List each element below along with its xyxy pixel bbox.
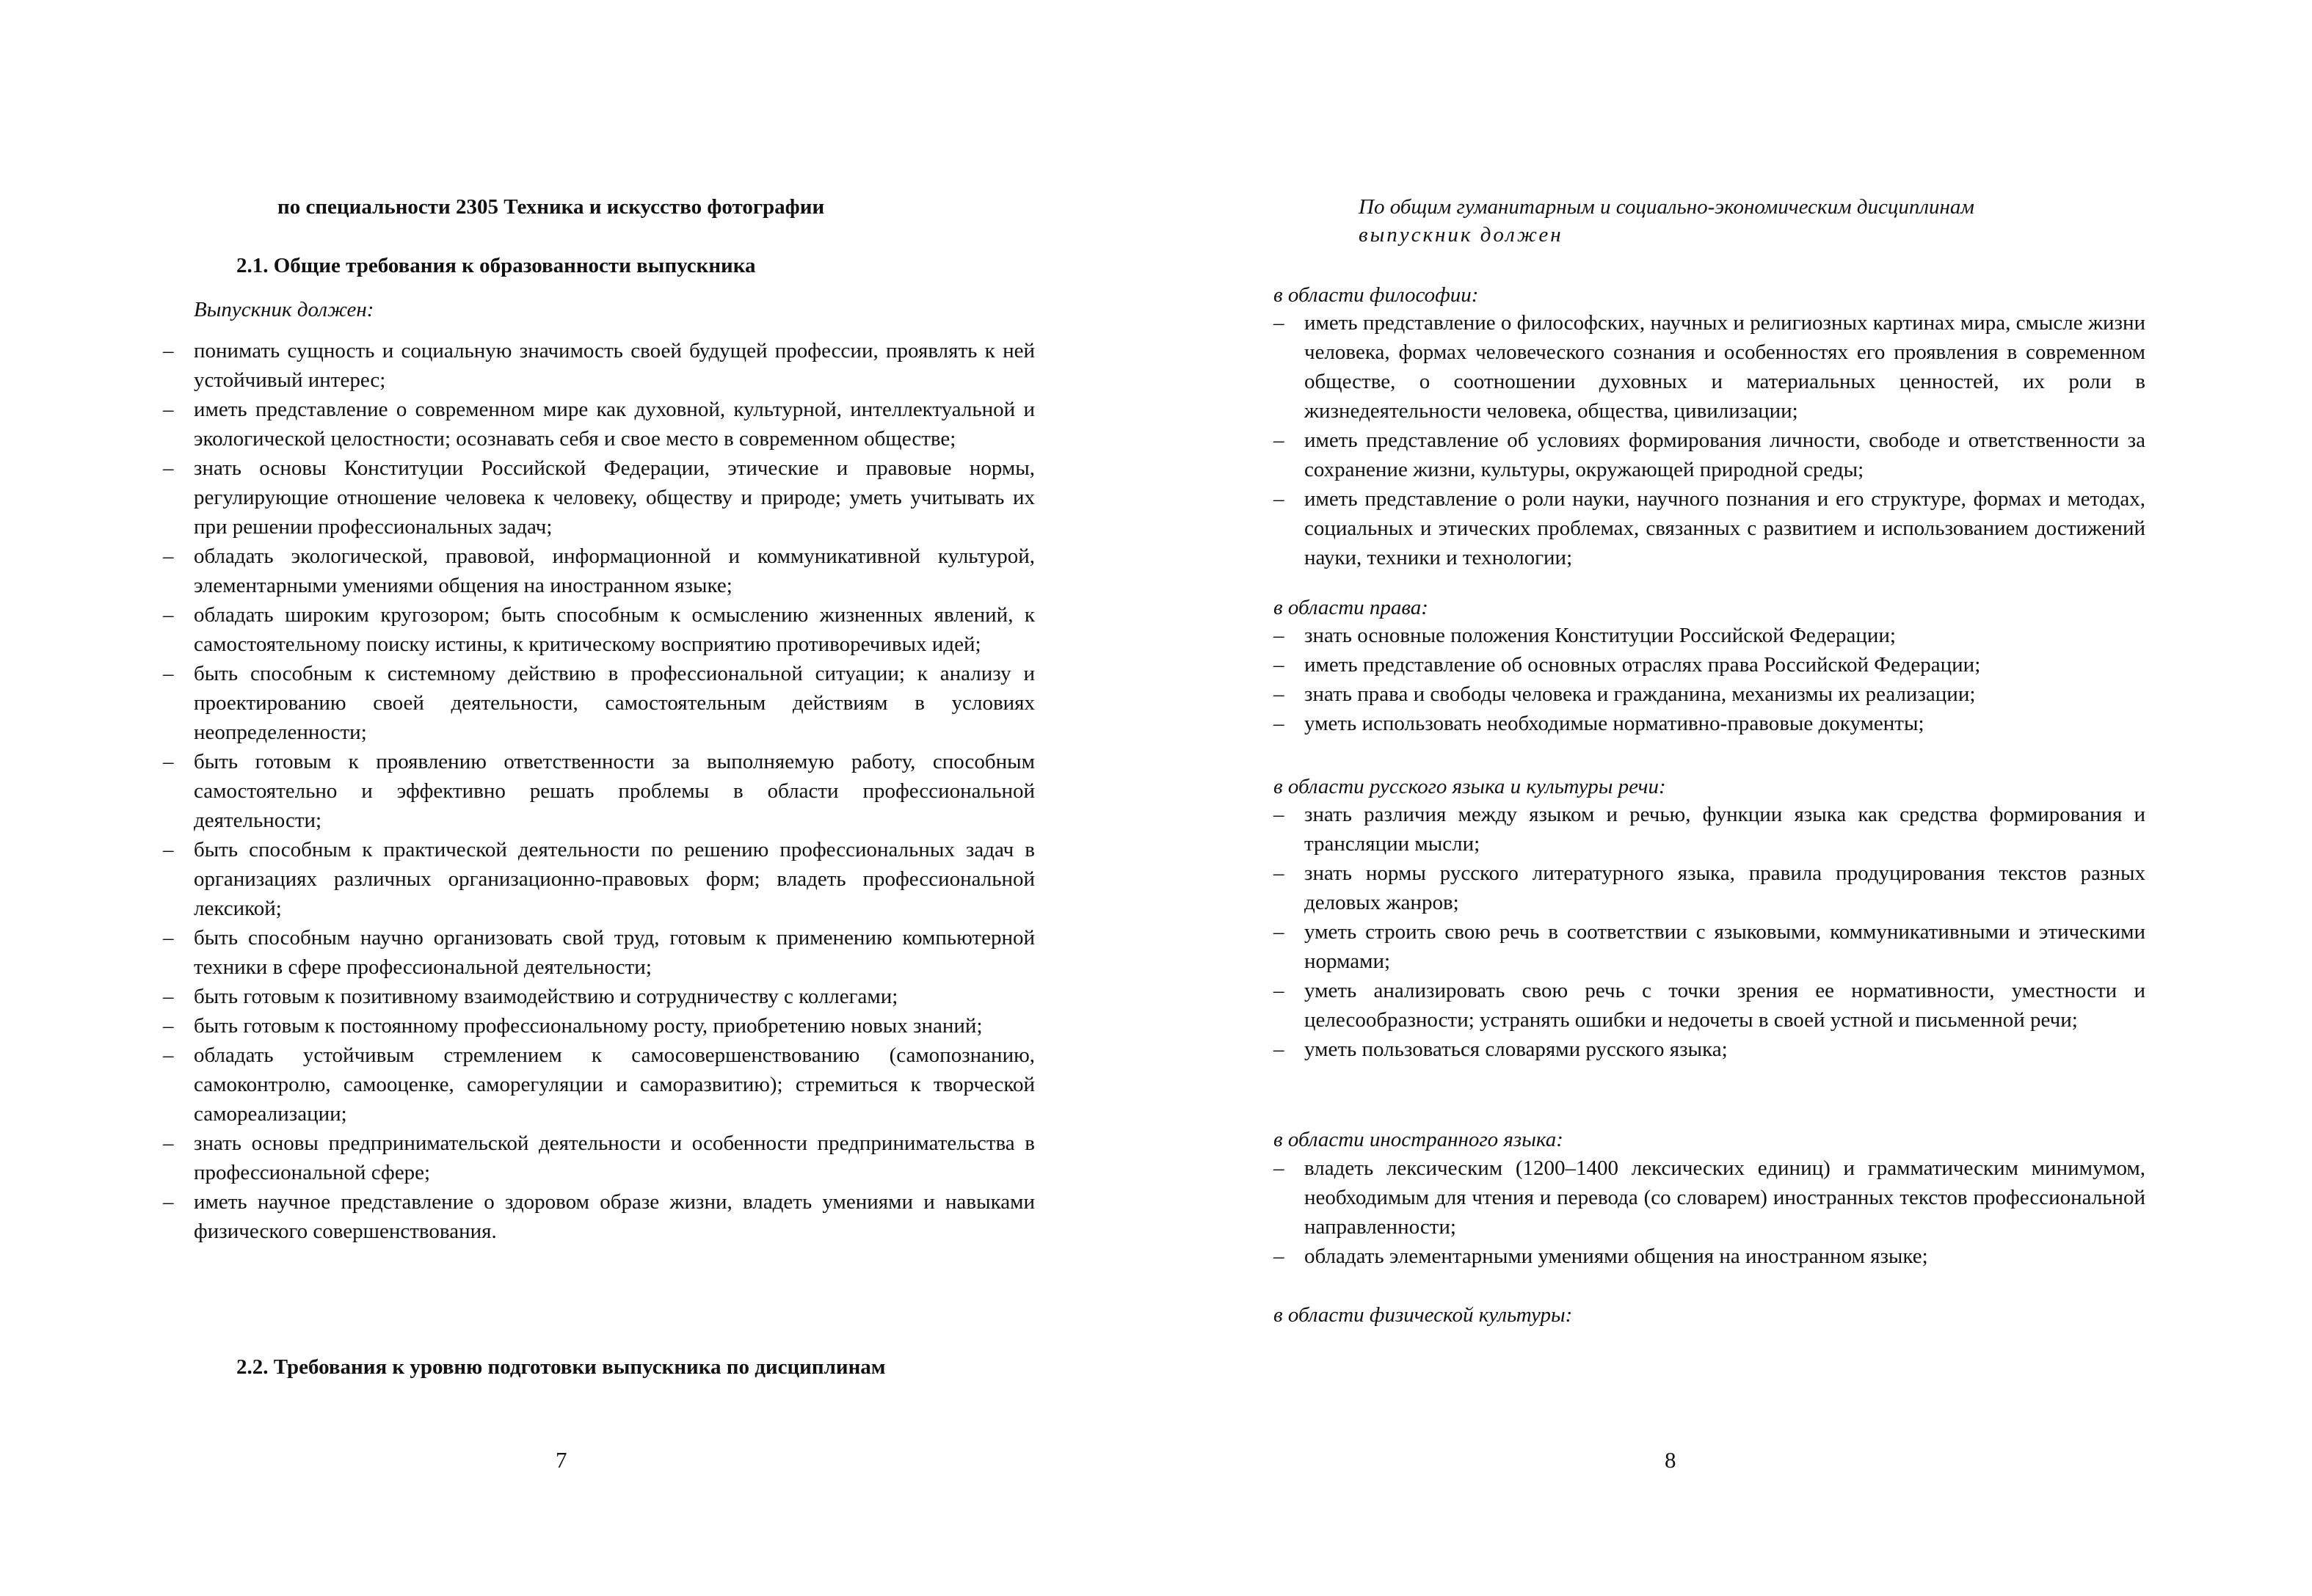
list-item xyxy=(163,1129,1035,1187)
dash-bullet-icon: – xyxy=(163,339,174,362)
list-item-text: быть способным к системному действию в профессиональной ситуации; к анализу и проектированию своей деятельности, самостоятельным действиям в условиях неопределенности; xyxy=(194,662,1035,744)
list-item xyxy=(163,453,1035,542)
dash-bullet-icon: – xyxy=(1273,624,1284,647)
page-right xyxy=(1156,0,2312,1596)
dash-bullet-icon: – xyxy=(163,838,174,861)
dash-bullet-icon: – xyxy=(163,926,174,950)
list-item-text: знать основные положения Конституции Российской Федерации; xyxy=(1304,624,1896,647)
foreign-language-list xyxy=(1273,1154,2145,1271)
list-item-text: быть готовым к постоянному профессиональному росту, приобретению новых знаний; xyxy=(194,1014,983,1038)
section-2-1-title: 2.1. Общие требования к образованности выпускника xyxy=(236,254,756,277)
dash-bullet-icon: – xyxy=(1273,682,1284,706)
list-item xyxy=(163,982,1035,1011)
section-philosophy-title: в области философии: xyxy=(1273,283,1479,307)
dash-bullet-icon: – xyxy=(1273,920,1284,944)
list-item xyxy=(1273,308,2145,426)
dash-bullet-icon: – xyxy=(1273,712,1284,735)
list-item xyxy=(163,835,1035,923)
list-item-text: знать основы предпринимательской деятельности и особенности предпринимательства в профессиональной сфере; xyxy=(194,1132,1035,1184)
dash-bullet-icon: – xyxy=(163,544,174,568)
list-item-text: владеть лексическим (1200–1400 лексических единиц) и грамматическим минимумом, необходимым для чтения и перевода (со словарем) иностранных текстов профессиональной направленности; xyxy=(1304,1156,2145,1239)
list-item xyxy=(1273,426,2145,484)
list-item xyxy=(1273,859,2145,917)
list-item-text: иметь представление о философских, научных и религиозных картинах мира, смысле жизни человека, формах человеческого сознания и особенностях его проявления в современном обществе, о соотношении духовных и материальных ценностей, их роли в жизнедеятельности человека, общества, цивилизации; xyxy=(1304,311,2145,423)
list-item-text: уметь анализировать свою речь с точки зрения ее нормативности, уместности и целесообразности; устранять ошибки и недочеты в своей устной и письменной речи; xyxy=(1304,979,2145,1032)
list-item-text: иметь представление о современном мире как духовной, культурной, интеллектуальной и экологической целостности; осознавать себя и свое место в современном обществе; xyxy=(194,398,1035,451)
dash-bullet-icon: – xyxy=(1273,979,1284,1002)
list-item xyxy=(1273,679,2145,709)
list-item xyxy=(163,600,1035,659)
philosophy-list xyxy=(1273,308,2145,572)
list-item xyxy=(1273,1242,2145,1271)
list-item xyxy=(163,1011,1035,1041)
dash-bullet-icon: – xyxy=(163,603,174,627)
dash-bullet-icon: – xyxy=(1273,487,1284,511)
disciplines-heading-line2: выпускник должен xyxy=(1359,223,1563,247)
dash-bullet-icon: – xyxy=(1273,653,1284,677)
page-number: 7 xyxy=(556,1447,567,1473)
list-item xyxy=(1273,709,2145,738)
list-item-text: знать основы Конституции Российской Федерации, этические и правовые нормы, регулирующие отношение человека к человеку, обществу и природе; уметь учитывать их при решении профессиональных задач; xyxy=(194,456,1035,539)
dash-bullet-icon: – xyxy=(163,1132,174,1155)
russian-list xyxy=(1273,800,2145,1064)
list-item xyxy=(163,395,1035,453)
list-item xyxy=(163,659,1035,747)
list-item xyxy=(163,336,1035,395)
dash-bullet-icon: – xyxy=(163,750,174,773)
dash-bullet-icon: – xyxy=(163,1043,174,1067)
list-item xyxy=(1273,650,2145,679)
section-law-title: в области права: xyxy=(1273,596,1428,619)
list-item xyxy=(1273,976,2145,1035)
dash-bullet-icon: – xyxy=(1273,803,1284,826)
list-item-text: понимать сущность и социальную значимость своей будущей профессии, проявлять к ней устойчивый интерес; xyxy=(194,339,1035,392)
dash-bullet-icon: – xyxy=(163,1190,174,1214)
list-item xyxy=(163,923,1035,982)
dash-bullet-icon: – xyxy=(163,1014,174,1038)
list-item-text: уметь строить свою речь в соответствии с языковыми, коммуникативными и этическими нормами; xyxy=(1304,920,2145,973)
section-foreign-language-title: в области иностранного языка: xyxy=(1273,1128,1563,1151)
list-item-text: быть способным к практической деятельности по решению профессиональных задач в организациях различных организационно-правовых форм; владеть профессиональной лексикой; xyxy=(194,838,1035,920)
graduate-lead: Выпускник должен: xyxy=(194,298,374,321)
specialty-heading: по специальности 2305 Техника и искусство фотографии xyxy=(277,195,825,219)
list-item xyxy=(163,1187,1035,1246)
disciplines-heading-line1: По общим гуманитарным и социально-экономическим дисциплинам xyxy=(1359,195,1974,219)
dash-bullet-icon: – xyxy=(1273,1038,1284,1061)
dash-bullet-icon: – xyxy=(1273,311,1284,335)
list-item-text: иметь представление об условиях формирования личности, свободе и ответственности за сохранение жизни, культуры, окружающей природной среды; xyxy=(1304,429,2145,481)
dash-bullet-icon: – xyxy=(1273,1245,1284,1268)
list-item xyxy=(1273,1035,2145,1064)
list-item-text: иметь научное представление о здоровом образе жизни, владеть умениями и навыками физического совершенствования. xyxy=(194,1190,1035,1243)
list-item xyxy=(1273,484,2145,572)
list-item-text: уметь использовать необходимые нормативно-правовые документы; xyxy=(1304,712,1924,735)
list-item xyxy=(1273,1154,2145,1242)
section-physical-culture-title: в области физической культуры: xyxy=(1273,1303,1573,1327)
list-item-text: иметь представление о роли науки, научного познания и его структуре, формах и методах, социальных и этических проблемах, связанных с развитием и использованием достижений науки, техники и технологии; xyxy=(1304,487,2145,569)
requirements-list xyxy=(163,336,1035,1246)
dash-bullet-icon: – xyxy=(1273,1156,1284,1180)
list-item xyxy=(1273,917,2145,976)
list-item-text: уметь пользоваться словарями русского языка; xyxy=(1304,1038,1728,1061)
dash-bullet-icon: – xyxy=(163,985,174,1008)
section-2-2-title: 2.2. Требования к уровню подготовки выпускника по дисциплинам xyxy=(236,1355,886,1379)
list-item-text: быть готовым к проявлению ответственности за выполняемую работу, способным самостоятельно и эффективно решать проблемы в области профессиональной деятельности; xyxy=(194,750,1035,832)
list-item-text: знать различия между языком и речью, функции языка как средства формирования и трансляции мысли; xyxy=(1304,803,2145,856)
section-russian-title: в области русского языка и культуры речи: xyxy=(1273,775,1666,798)
list-item-text: обладать экологической, правовой, информационной и коммуникативной культурой, элементарными умениями общения на иностранном языке; xyxy=(194,544,1035,597)
list-item xyxy=(1273,621,2145,650)
list-item xyxy=(163,1041,1035,1129)
page-number: 8 xyxy=(1665,1447,1676,1473)
list-item xyxy=(163,542,1035,600)
list-item-text: иметь представление об основных отраслях права Российской Федерации; xyxy=(1304,653,1981,677)
list-item xyxy=(163,747,1035,835)
list-item-text: обладать элементарными умениями общения на иностранном языке; xyxy=(1304,1245,1928,1268)
dash-bullet-icon: – xyxy=(163,456,174,480)
list-item-text: обладать широким кругозором; быть способным к осмыслению жизненных явлений, к самостоятельному поиску истины, к критическому восприятию противоречивых идей; xyxy=(194,603,1035,656)
dash-bullet-icon: – xyxy=(1273,861,1284,885)
list-item-text: знать нормы русского литературного языка, правила продуцирования текстов разных деловых жанров; xyxy=(1304,861,2145,914)
list-item-text: быть готовым к позитивному взаимодействию и сотрудничеству с коллегами; xyxy=(194,985,898,1008)
dash-bullet-icon: – xyxy=(1273,429,1284,452)
dash-bullet-icon: – xyxy=(163,398,174,421)
dash-bullet-icon: – xyxy=(163,662,174,685)
list-item-text: знать права и свободы человека и гражданина, механизмы их реализации; xyxy=(1304,682,1976,706)
law-list xyxy=(1273,621,2145,738)
list-item xyxy=(1273,800,2145,859)
list-item-text: обладать устойчивым стремлением к самосовершенствованию (самопознанию, самоконтролю, самооценке, саморегуляции и саморазвитию); стремиться к творческой самореализации; xyxy=(194,1043,1035,1126)
list-item-text: быть способным научно организовать свой труд, готовым к применению компьютерной техники в сфере профессиональной деятельности; xyxy=(194,926,1035,979)
